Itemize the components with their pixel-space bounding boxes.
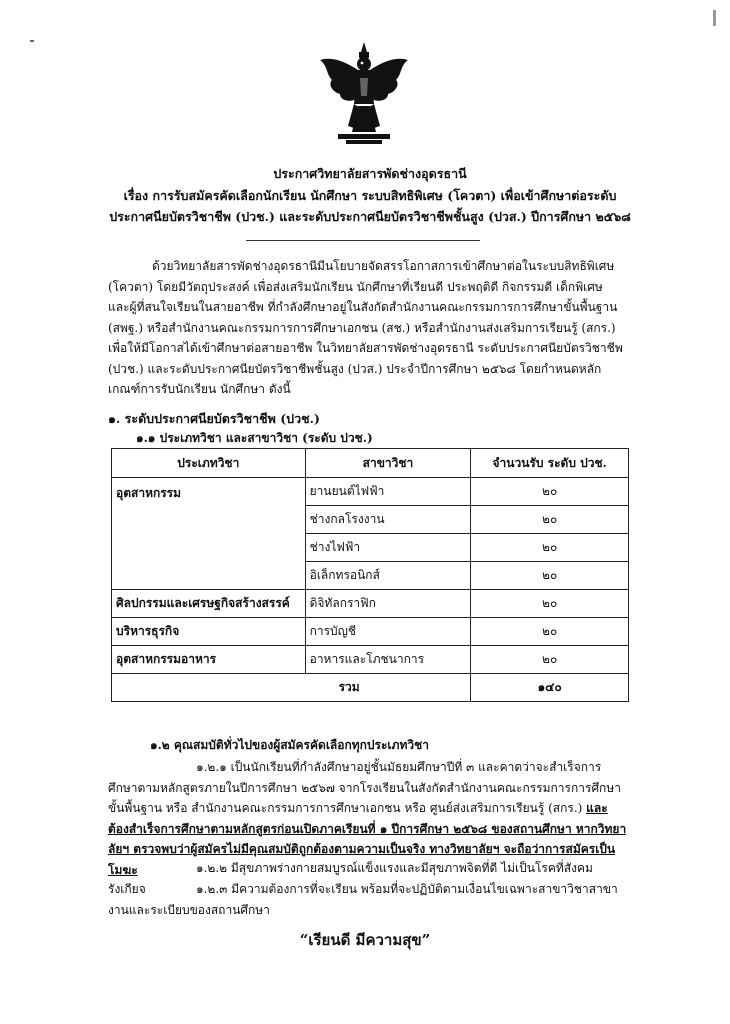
qualification-1-text: ๑.๒.๑ เป็นนักเรียนที่กำลังศึกษาอยู่ชั้นมัธยมศึกษาปีที่ ๓ และคาดว่าจะสำเร็จการศึกษาตามหลักสูตรภายในปีการศึกษา ๒๕๖๗ จากโรงเรียนในสังกัดสำนักงานคณะกรรมการการศึกษาขั้นพื้นฐาน หรือ สำนักงานคณะกรรมการการศึกษาเอกชน หรือ ศูนย์ส่งเสริมการเรียนรู้ (สกร.) <box>108 760 621 815</box>
cell-count: ๒๐ <box>471 506 629 534</box>
cell-type: บริหารธุรกิจ <box>112 618 306 646</box>
subject-line-1: เรื่อง การรับสมัครคัดเลือกนักเรียน นักศึกษา ระบบสิทธิพิเศษ (โควตา) เพื่อเข้าศึกษาต่อระดับ <box>123 188 617 203</box>
slogan: “เรียนดี มีความสุข” <box>299 931 431 949</box>
cell-count: ๒๐ <box>471 646 629 674</box>
scan-edge <box>713 10 716 26</box>
garuda-emblem-icon <box>318 40 410 146</box>
total-label: รวม <box>112 674 471 702</box>
cell-major: อิเล็กทรอนิกส์ <box>305 562 471 590</box>
cell-major: ช่างไฟฟ้า <box>305 534 471 562</box>
cell-count: ๒๐ <box>471 562 629 590</box>
qualification-3 <box>108 879 628 920</box>
cell-major: ยานยนต์ไฟฟ้า <box>305 478 471 506</box>
intro-text: ด้วยวิทยาลัยสารพัดช่างอุดรธานีมีนโยบายจัดสรรโอกาสการเข้าศึกษาต่อในระบบสิทธิพิเศษ (โควตา) โดยมีวัตถุประสงค์ เพื่อส่งเสริมนักเรียน นักศึกษาที่เรียนดี ประพฤติดี กิจกรรมดี เด็กพิเศษ และผู้ที่สนใจเรียนในสายอาชีพ ที่กำลังศึกษาอยู่ในสังกัดสำนักงานคณะกรรมการการศึกษาขั้นพื้นฐาน (สพฐ.) หรือสำนักงานคณะกรรมการการศึกษาเอกชน (สช.) หรือสำนักงานส่งเสริมการเรียนรู้ (สกร.) เพื่อให้มีโอกาสได้เข้าศึกษาต่อสายอาชีพ ในวิทยาลัยสารพัดช่างอุดรธานี ระดับประกาศนียบัตรวิชาชีพ (ปวช.) และระดับประกาศนียบัตรวิชาชีพชั้นสูง (ปวส.) ประจำปีการศึกษา ๒๕๖๘ โดยกำหนดหลักเกณฑ์การรับนักเรียน นักศึกษา ดังนี้ <box>108 259 623 396</box>
cell-count: ๒๐ <box>471 590 629 618</box>
cell-type: อุตสาหกรรมอาหาร <box>112 646 306 674</box>
title-divider <box>246 240 480 241</box>
total-value: ๑๔๐ <box>471 674 629 702</box>
section-1-heading: ๑. ระดับประกาศนียบัตรวิชาชีพ (ปวช.) <box>108 411 320 426</box>
section-1-1-heading: ๑.๑ ประเภทวิชา และสาขาวิชา (ระดับ ปวช.) <box>136 431 373 445</box>
cell-type: ศิลปกรรมและเศรษฐกิจสร้างสรรค์ <box>112 590 306 618</box>
section-1-2-heading: ๑.๒ คุณสมบัติทั่วไปของผู้สมัครคัดเลือกทุกประเภทวิชา <box>150 738 429 752</box>
cell-major: ดิจิทัลกราฟิก <box>305 590 471 618</box>
cell-major: ช่างกลโรงงาน <box>305 506 471 534</box>
program-quota-table <box>111 448 629 702</box>
qualification-3-text: ๑.๒.๓ มีความต้องการที่จะเรียน พร้อมที่จะปฏิบัติตามเงื่อนไขเฉพาะสาขาวิชาสาขางานและระเบียบของสถานศึกษา <box>108 882 618 917</box>
table-total-row <box>112 674 629 702</box>
table-header-row <box>112 449 629 478</box>
subject-line-2: ประกาศนียบัตรวิชาชีพ (ปวช.) และระดับประกาศนียบัตรวิชาชีพชั้นสูง (ปวส.) ปีการศึกษา ๒๕๖๘ <box>109 209 631 224</box>
cell-count: ๒๐ <box>471 478 629 506</box>
cell-type: อุตสาหกรรม <box>112 478 306 590</box>
table-row <box>112 618 629 646</box>
header-quota: จำนวนรับ ระดับ ปวช. <box>471 449 629 478</box>
header-major: สาขาวิชา <box>305 449 471 478</box>
table-row <box>112 590 629 618</box>
cell-count: ๒๐ <box>471 618 629 646</box>
header-program-type: ประเภทวิชา <box>112 449 306 478</box>
announcement-title: ประกาศวิทยาลัยสารพัดช่างอุดรธานี <box>273 166 467 181</box>
scan-mark <box>30 40 34 42</box>
qualification-1-underlined: และต้องสำเร็จการศึกษาตามหลักสูตรก่อนเปิดภาคเรียนที่ ๑ ปีการศึกษา ๒๕๖๘ ของสถานศึกษา หากวิทยาลัยฯ ตรวจพบว่าผู้สมัครไม่มีคุณสมบัติถูกต้องตามความเป็นจริง ทางวิทยาลัยฯ จะถือว่าการสมัครเป็นโมฆะ <box>108 801 627 877</box>
cell-count: ๒๐ <box>471 534 629 562</box>
cell-major: อาหารและโภชนาการ <box>305 646 471 674</box>
cell-major: การบัญชี <box>305 618 471 646</box>
table-row <box>112 478 629 506</box>
qualification-2-text: ๑.๒.๒ มีสุขภาพร่างกายสมบูรณ์แข็งแรงและมีสุขภาพจิตที่ดี ไม่เป็นโรคที่สังคมรังเกียจ <box>108 861 593 896</box>
table-row <box>112 646 629 674</box>
intro-paragraph <box>108 256 628 400</box>
